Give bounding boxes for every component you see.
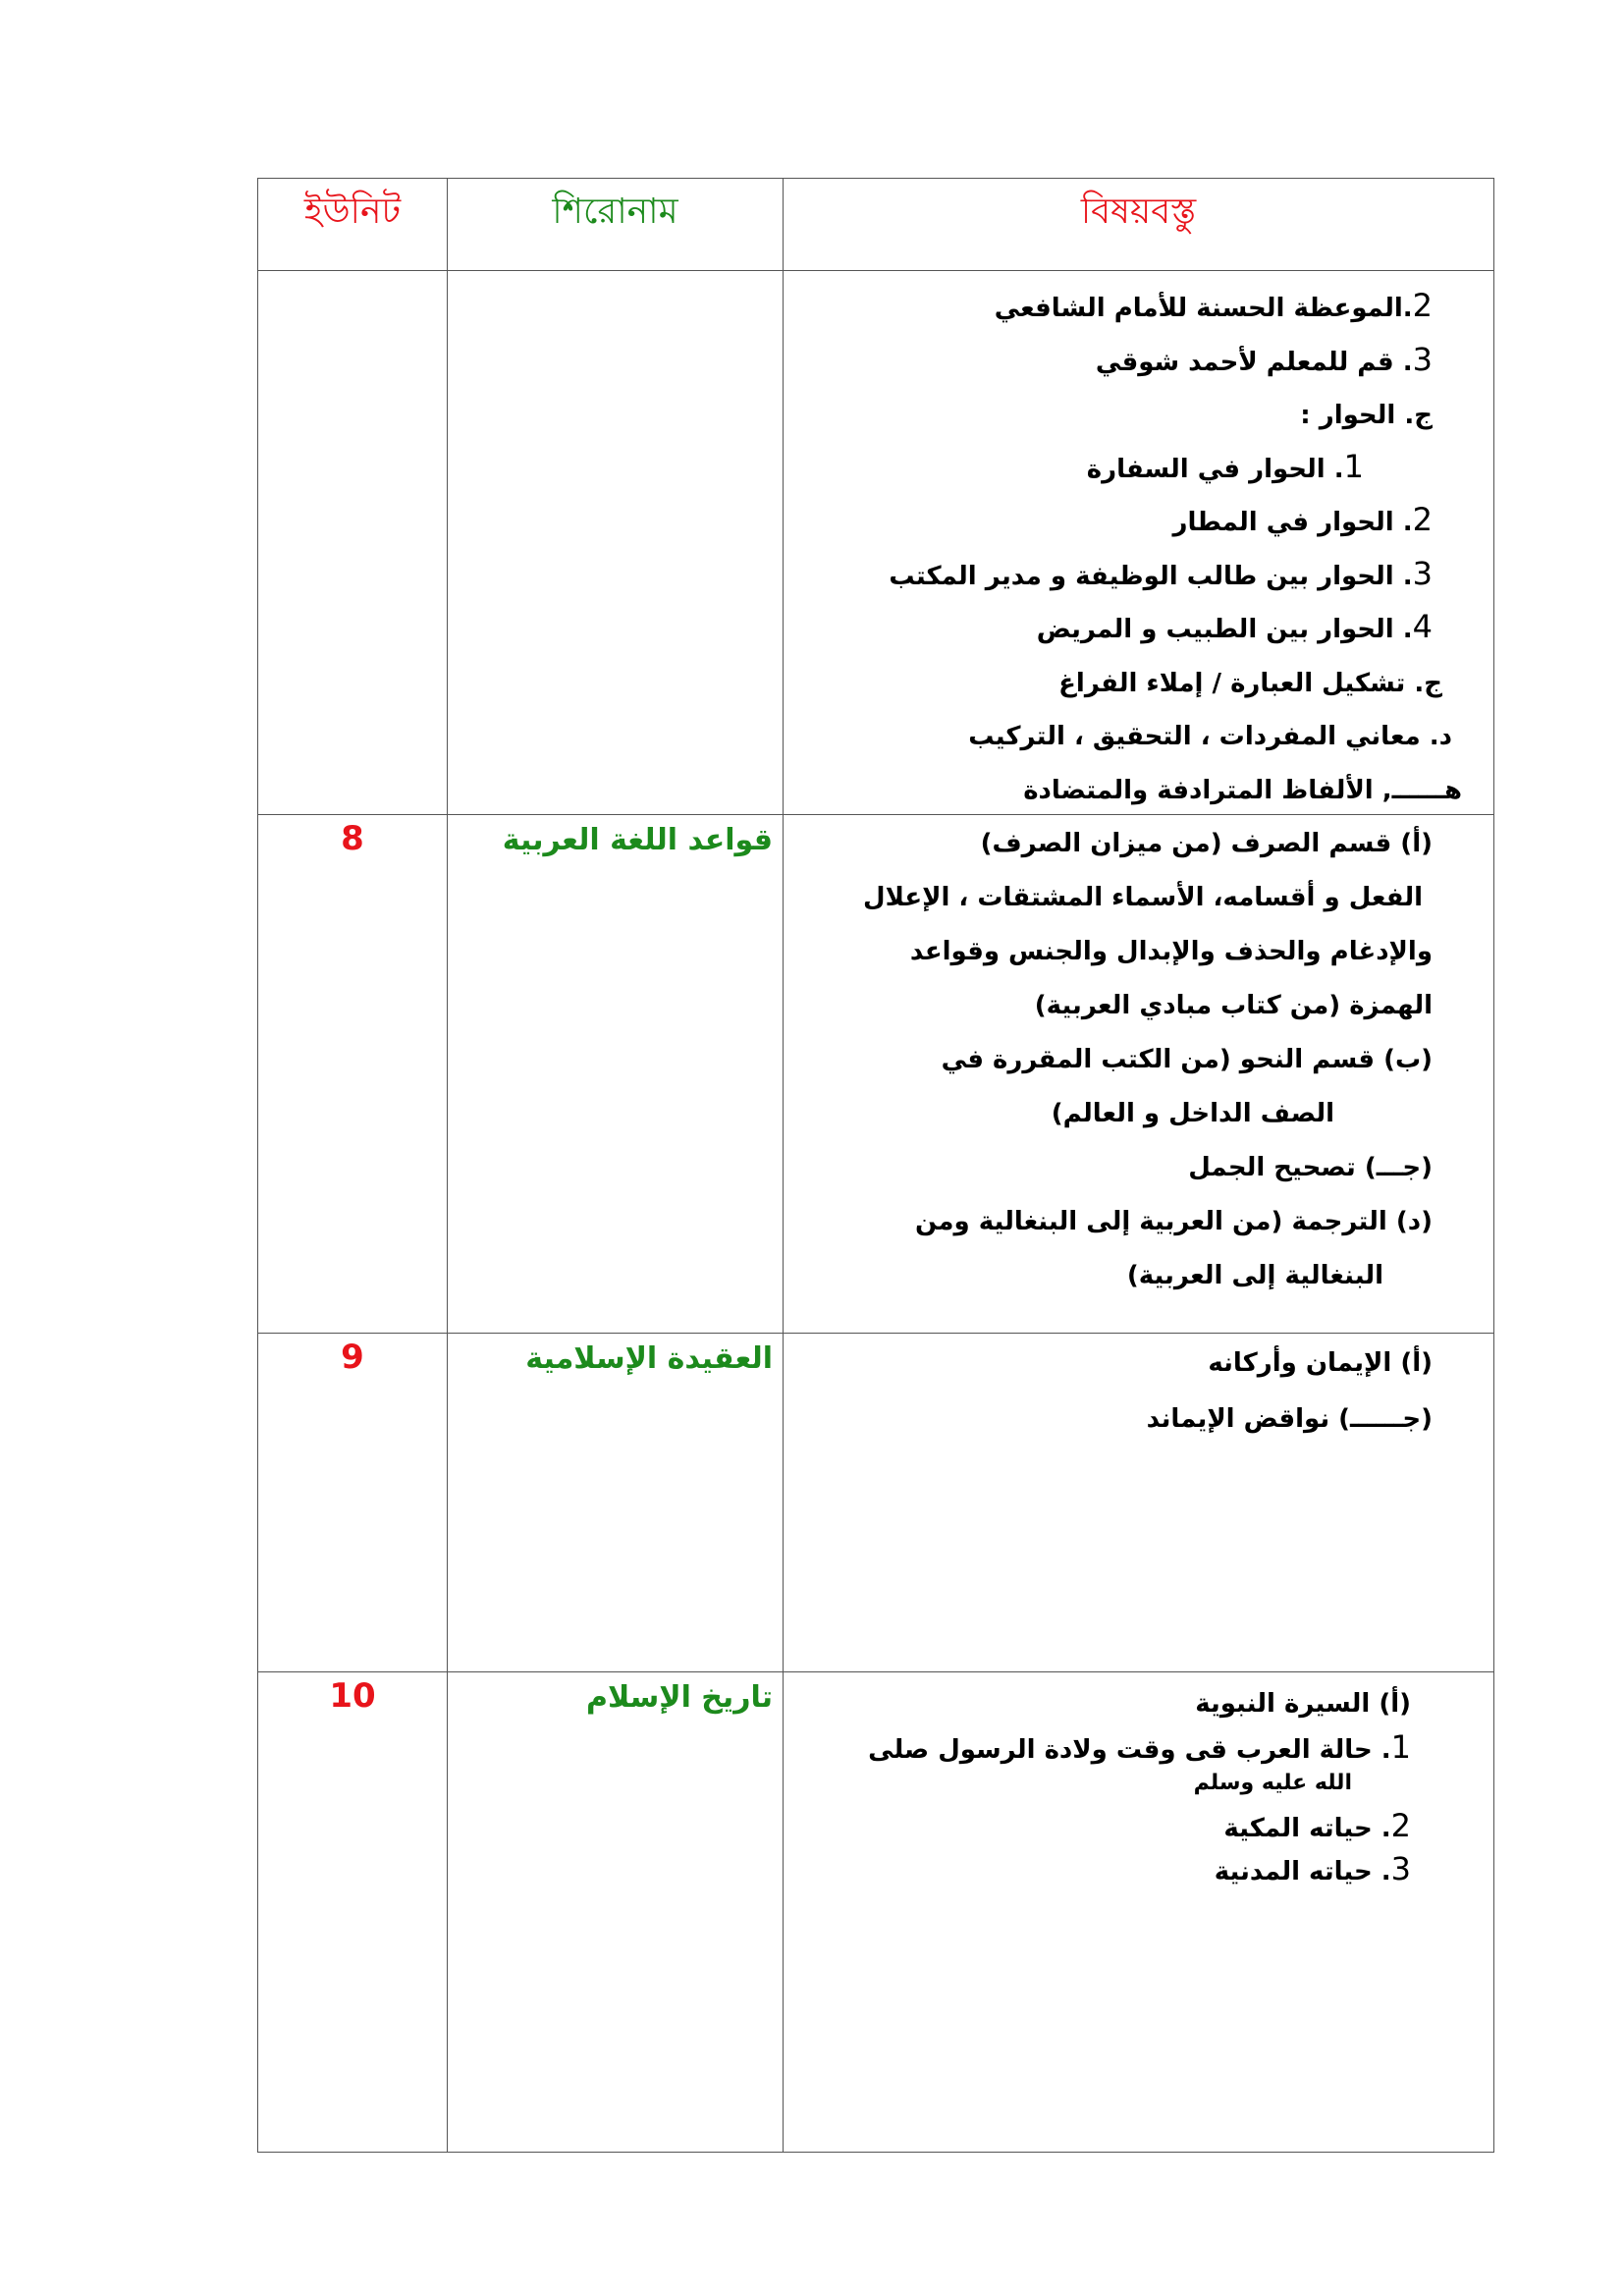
item-text: . الحوار بين الطبيب و المريض <box>1036 615 1413 644</box>
list-item <box>791 1033 1433 1087</box>
item-text: (د) الترجمة (من العربية إلى البنغالية ومن <box>915 1207 1433 1236</box>
item-text: والإدغام والحذف والإبدال والجنس وقواعد <box>909 937 1433 966</box>
table-row <box>258 815 1494 1334</box>
header-unit: ইউনিট <box>303 191 402 232</box>
list-item <box>791 1392 1433 1448</box>
content-cell <box>784 815 1494 1334</box>
list-item <box>791 1847 1411 1890</box>
item-text: هــــــ, الألفاظ المترادفة والمتضادة <box>1023 775 1462 805</box>
title-cell <box>448 1672 784 2153</box>
list-item <box>791 1087 1433 1141</box>
syllabus-table <box>257 178 1494 2153</box>
item-number: 1 <box>1390 1728 1411 1766</box>
item-text: الفعل و أقسامه، الأسماء المشتقات ، الإعلال <box>863 883 1423 912</box>
list-item <box>791 654 1442 708</box>
content-cell <box>784 1672 1494 2153</box>
list-item <box>791 1141 1433 1195</box>
item-text: . حياته المدنية <box>1214 1857 1391 1886</box>
list-item <box>791 279 1433 333</box>
item-text: . حياته المكية <box>1223 1814 1391 1843</box>
list-item <box>791 1336 1433 1392</box>
item-number: 2 <box>1390 1807 1411 1844</box>
item-text: (جــــــ) نواقض الإيماند <box>1146 1404 1433 1434</box>
item-text: د. معاني المفردات ، التحقيق ، التركيب <box>968 722 1452 751</box>
item-number: 3 <box>1390 1850 1411 1887</box>
title-cell <box>448 815 784 1334</box>
list-item <box>791 547 1433 601</box>
list-item <box>791 1769 1411 1804</box>
item-text: . قم للمعلم لأحمد شوقي <box>1095 347 1413 377</box>
table-row <box>258 1672 1494 2153</box>
header-unit-cell <box>258 179 448 271</box>
content-list <box>784 1334 1493 1448</box>
item-text: ج. الحوار : <box>1300 401 1433 430</box>
item-text: ج. تشكيل العبارة / إملاء الفراغ <box>1058 668 1442 698</box>
title-cell <box>448 1334 784 1672</box>
unit-title: قواعد اللغة العربية <box>502 823 773 857</box>
item-text: الله عليه وسلم <box>1193 1771 1352 1795</box>
item-text: البنغالية إلى العربية) <box>1126 1261 1383 1290</box>
unit-cell <box>258 1334 448 1672</box>
unit-number: 9 <box>341 1338 364 1377</box>
unit-number: 10 <box>329 1676 376 1716</box>
unit-title: تاريخ الإسلام <box>585 1680 773 1715</box>
unit-number <box>258 271 447 275</box>
unit-number: 8 <box>341 819 364 858</box>
item-text: (أ) السيرة النبوية <box>1195 1689 1411 1719</box>
item-text: . الحوار في السفارة <box>1086 454 1344 484</box>
item-number: 2 <box>1412 501 1433 538</box>
item-number: 3 <box>1412 340 1433 378</box>
list-item <box>791 440 1433 494</box>
list-item <box>791 1195 1433 1249</box>
item-text: الصف الداخل و العالم) <box>1051 1099 1334 1128</box>
header-row <box>258 179 1494 271</box>
content-cell <box>784 271 1494 815</box>
title-cell <box>448 271 784 815</box>
header-content-cell <box>784 179 1494 271</box>
unit-title: العقيدة الإسلامية <box>525 1341 773 1376</box>
list-item <box>791 493 1433 547</box>
item-text: . الحوار بين طالب الوظيفة و مدير المكتب <box>889 561 1413 591</box>
unit-cell <box>258 1672 448 2153</box>
list-item <box>791 707 1452 761</box>
list-item <box>791 600 1433 654</box>
table-row <box>258 271 1494 815</box>
header-title-cell <box>448 179 784 271</box>
item-number: 1 <box>1343 447 1364 485</box>
unit-cell <box>258 271 448 815</box>
list-item <box>791 1804 1411 1847</box>
list-item <box>791 761 1462 815</box>
item-number: 4 <box>1412 608 1433 645</box>
item-text: الهمزة (من كتاب مبادي العربية) <box>1034 991 1433 1020</box>
content-list <box>784 815 1493 1303</box>
content-cell <box>784 1334 1494 1672</box>
content-list <box>784 1672 1493 1890</box>
list-item <box>791 925 1433 979</box>
list-item <box>791 333 1433 387</box>
item-text: . حالة العرب قى وقت ولادة الرسول صلى <box>868 1735 1391 1765</box>
item-text: .الموعظة الحسنة للأمام الشافعي <box>994 294 1413 323</box>
list-item <box>791 1249 1433 1303</box>
unit-title <box>448 271 783 279</box>
unit-cell <box>258 815 448 1334</box>
content-list <box>784 271 1493 814</box>
table-row <box>258 1334 1494 1672</box>
item-text: (أ) الإيمان وأركانه <box>1208 1348 1433 1378</box>
list-item <box>791 1725 1411 1769</box>
list-item <box>791 1682 1411 1725</box>
item-number: 2 <box>1412 287 1433 324</box>
list-item <box>791 386 1433 440</box>
item-number: 3 <box>1412 554 1433 592</box>
list-item <box>791 979 1433 1033</box>
item-text: (أ) قسم الصرف (من ميزان الصرف) <box>980 829 1433 858</box>
item-text: (جـــ) تصحيح الجمل <box>1188 1153 1433 1182</box>
list-item <box>791 871 1433 925</box>
item-text: (ب) قسم النحو (من الكتب المقررة في <box>941 1045 1433 1074</box>
header-content: বিষয়বস্তু <box>1080 191 1197 232</box>
header-title: শিরোনাম <box>552 191 678 232</box>
list-item <box>791 817 1433 871</box>
item-text: . الحوار في المطار <box>1172 508 1413 537</box>
